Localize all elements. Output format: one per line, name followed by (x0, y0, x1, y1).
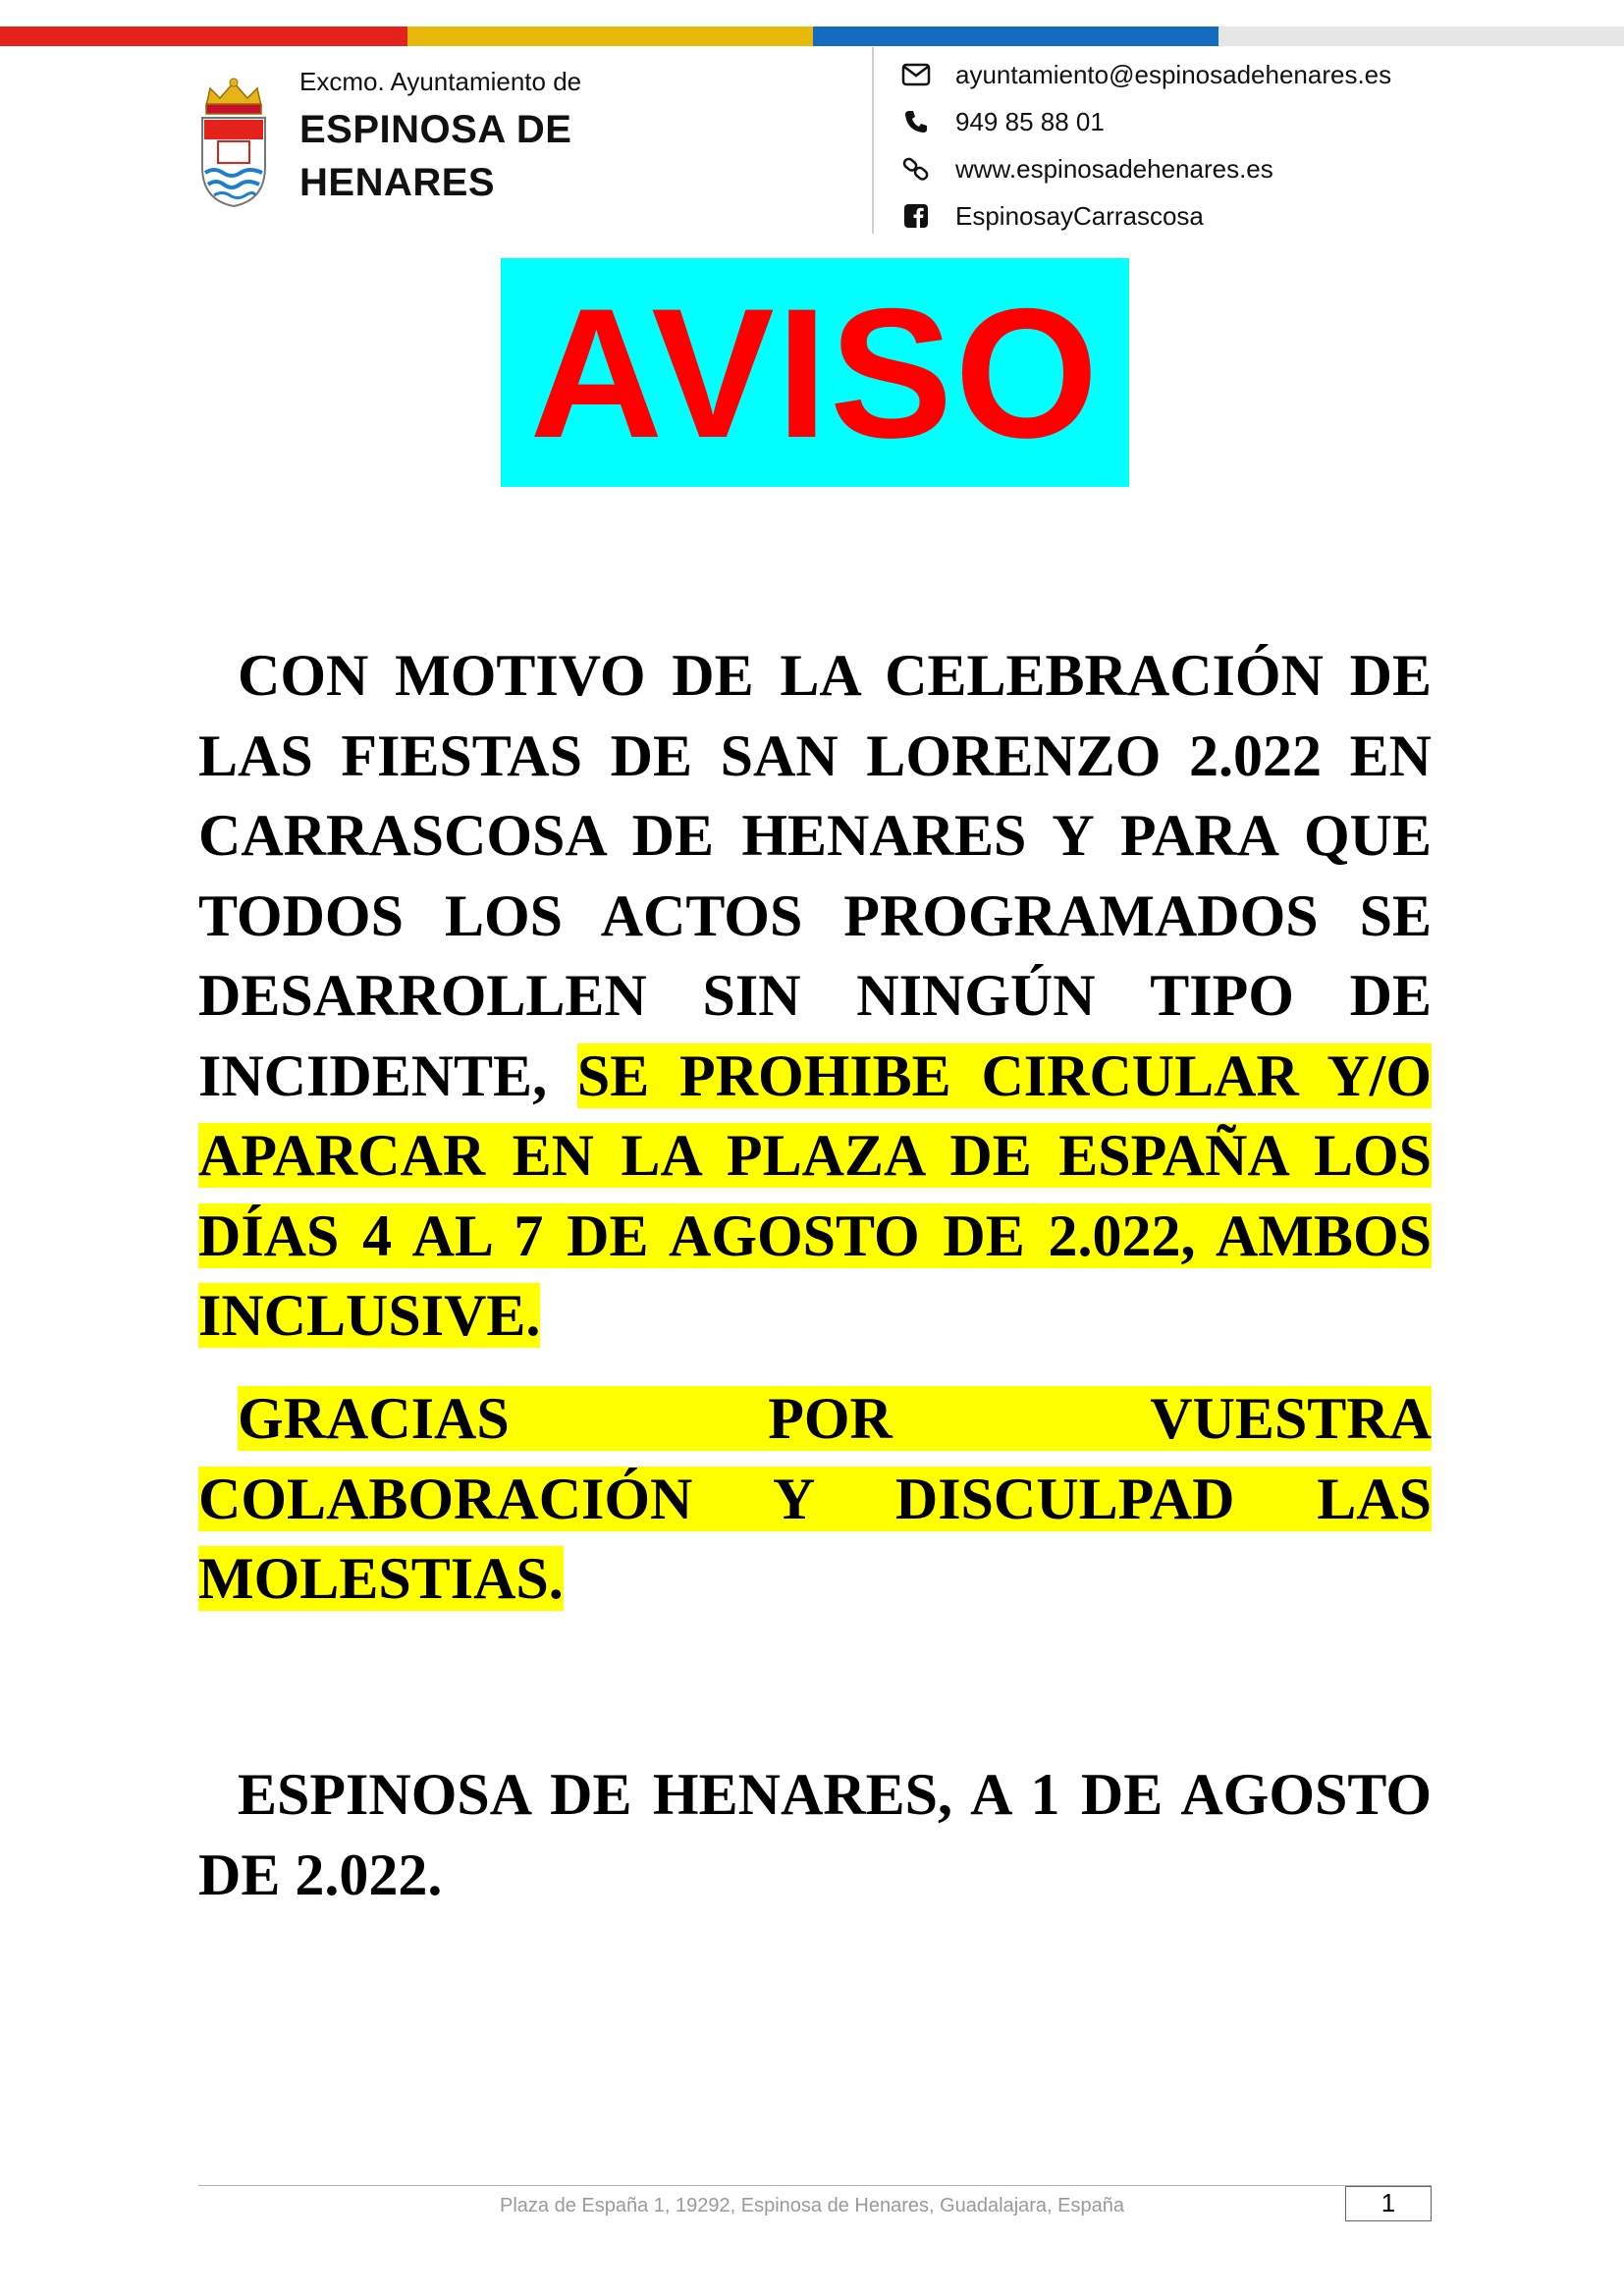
coat-of-arms-icon (196, 77, 271, 208)
paragraph-2-highlight: GRACIAS POR VUESTRA COLABORACIÓN Y DISCULPAD LAS MOLESTIAS. (198, 1386, 1432, 1611)
org-name-line1: ESPINOSA DE (299, 108, 572, 151)
notice-paragraph-2 (198, 1379, 1432, 1620)
phone-icon (898, 104, 934, 139)
notice-title-box (501, 258, 1129, 487)
contact-facebook[interactable] (898, 192, 1391, 240)
contact-facebook-text[interactable]: EspinosayCarrascosa (955, 200, 1204, 231)
stripe-yellow (407, 27, 813, 46)
contact-web[interactable] (898, 145, 1391, 192)
paragraph-1-text: CON MOTIVO DE LA CELEBRACIÓN DE LAS FIESTAS DE SAN LORENZO 2.022 EN CARRASCOSA DE HENARES Y PARA QUE TODOS LOS ACTOS PROGRAMADOS SE DESARROLLEN SIN NINGÚN TIPO DE INCIDENTE, (198, 643, 1432, 1108)
stripe-red (0, 27, 407, 46)
notice-title: AVISO (529, 269, 1101, 476)
contact-email[interactable] (898, 51, 1391, 98)
contact-email-text[interactable]: ayuntamiento@espinosadehenares.es (955, 59, 1392, 89)
org-prefix: Excmo. Ayuntamiento de (299, 67, 582, 96)
envelope-icon (898, 57, 934, 92)
org-name-line2: HENARES (299, 161, 496, 204)
stripe-blue (813, 27, 1218, 46)
org-name (299, 103, 571, 209)
header-divider (872, 47, 874, 234)
footer-divider (198, 2185, 1432, 2186)
facebook-icon (898, 198, 934, 234)
color-stripe (0, 27, 1624, 46)
contact-phone-text[interactable]: 949 85 88 01 (955, 106, 1105, 136)
footer-address: Plaza de España 1, 19292, Espinosa de Henares, Guadalajara, España (500, 2195, 1124, 2216)
contact-list (898, 51, 1391, 240)
page-number: 1 (1345, 2186, 1432, 2221)
link-icon (898, 151, 934, 187)
notice-signature: ESPINOSA DE HENARES, A 1 DE AGOSTO DE 2.022. (198, 1762, 1432, 1907)
stripe-grey (1218, 27, 1624, 46)
paragraph-1-highlight: SE PROHIBE CIRCULAR Y/O APARCAR EN LA PLAZA DE ESPAÑA LOS DÍAS 4 AL 7 DE AGOSTO DE 2.022, AMBOS INCLUSIVE. (198, 1042, 1433, 1348)
contact-phone[interactable] (898, 98, 1391, 145)
contact-web-text[interactable]: www.espinosadehenares.es (955, 153, 1273, 184)
notice-paragraph-1 (198, 636, 1432, 1357)
